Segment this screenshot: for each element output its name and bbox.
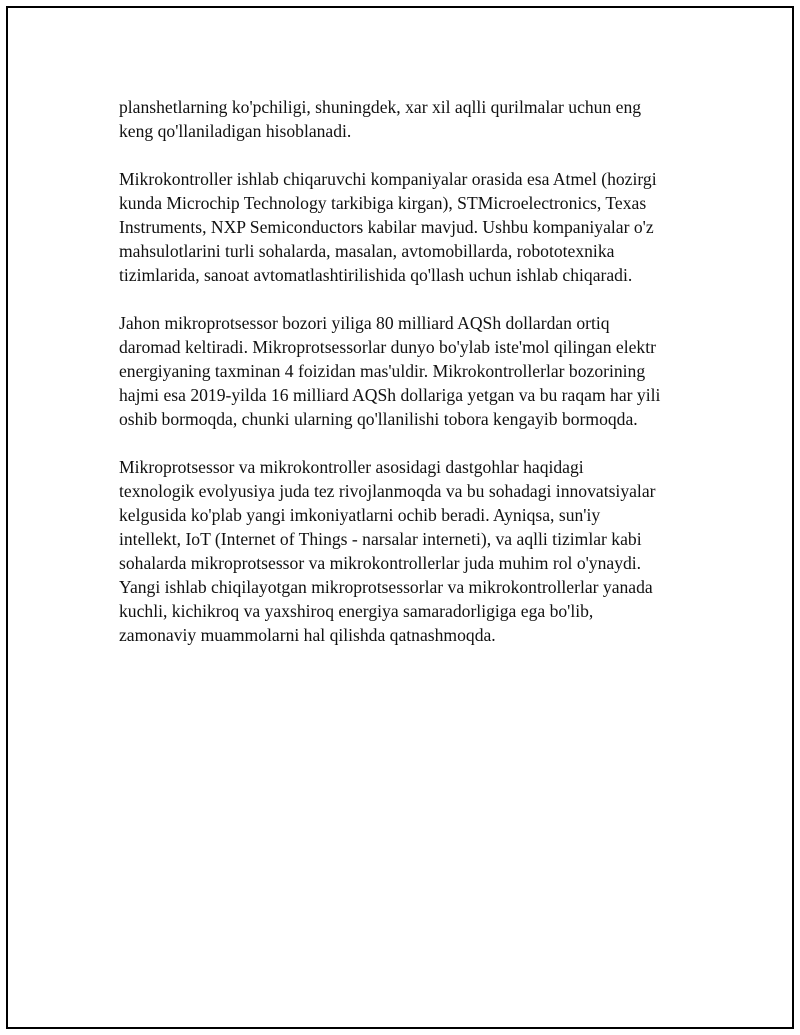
text-line: Yangi ishlab chiqilayotgan mikroprotsessorlar va mikrokontrollerlar yanada xyxy=(119,577,653,597)
paragraph-4 xyxy=(119,455,699,647)
text-line: intellekt, IoT (Internet of Things - narsalar interneti), va aqlli tizimlar kabi xyxy=(119,529,642,549)
text-line: oshib bormoqda, chunki ularning qo'llanilishi tobora kengayib bormoqda. xyxy=(119,409,638,429)
text-line: keng qo'llaniladigan hisoblanadi. xyxy=(119,121,352,141)
paragraph-1 xyxy=(119,95,699,143)
text-line: energiyaning taxminan 4 foizidan mas'uldir. Mikrokontrollerlar bozorining xyxy=(119,361,646,381)
text-line: texnologik evolyusiya juda tez rivojlanmoqda va bu sohadagi innovatsiyalar xyxy=(119,481,656,501)
text-line: kunda Microchip Technology tarkibiga kirgan), STMicroelectronics, Texas xyxy=(119,193,647,213)
text-line: Instruments, NXP Semiconductors kabilar mavjud. Ushbu kompaniyalar o'z xyxy=(119,217,654,237)
text-line: planshetlarning ko'pchiligi, shuningdek, xar xil aqlli qurilmalar uchun eng xyxy=(119,97,642,117)
text-line: Mikrokontroller ishlab chiqaruvchi kompaniyalar orasida esa Atmel (hozirgi xyxy=(119,169,657,189)
text-line: sohalarda mikroprotsessor va mikrokontrollerlar juda muhim rol o'ynaydi. xyxy=(119,553,642,573)
paragraph-2 xyxy=(119,167,699,287)
text-line: kelgusida ko'plab yangi imkoniyatlarni ochib beradi. Ayniqsa, sun'iy xyxy=(119,505,601,525)
paragraph-3 xyxy=(119,311,699,431)
text-line: mahsulotlarini turli sohalarda, masalan, avtomobillarda, robototexnika xyxy=(119,241,615,261)
text-line: Jahon mikroprotsessor bozori yiliga 80 milliard AQSh dollardan ortiq xyxy=(119,313,610,333)
text-line: kuchli, kichikroq va yaxshiroq energiya samaradorligiga ega bo'lib, xyxy=(119,601,594,621)
text-line: daromad keltiradi. Mikroprotsessorlar dunyo bo'ylab iste'mol qilingan elektr xyxy=(119,337,656,357)
document-page xyxy=(6,6,794,1029)
text-line: hajmi esa 2019-yilda 16 milliard AQSh dollariga yetgan va bu raqam har yili xyxy=(119,385,661,405)
document-body xyxy=(119,95,699,671)
text-line: tizimlarida, sanoat avtomatlashtirilishida qo'llash uchun ishlab chiqaradi. xyxy=(119,265,633,285)
text-line: zamonaviy muammolarni hal qilishda qatnashmoqda. xyxy=(119,625,496,645)
text-line: Mikroprotsessor va mikrokontroller asosidagi dastgohlar haqidagi xyxy=(119,457,584,477)
